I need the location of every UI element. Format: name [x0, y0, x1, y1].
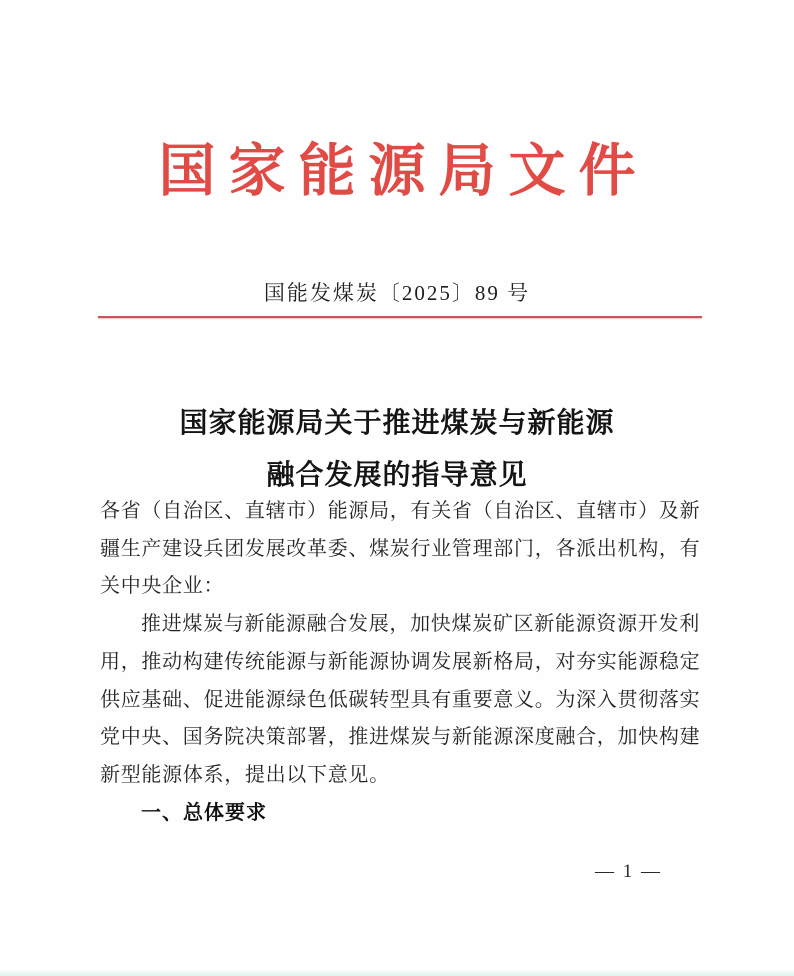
red-separator-line: [98, 316, 702, 318]
document-title-line-2: 融合发展的指导意见: [266, 460, 528, 491]
document-title: [0, 398, 794, 502]
salutation-line: 关中央企业：: [100, 575, 225, 598]
salutation-line: 各省（自治区、直辖市）能源局，有关省（自治区、直辖市）及新: [100, 500, 701, 522]
page-number: — 1 —: [595, 861, 662, 882]
section-heading-overall-requirements: 一、总体要求: [141, 801, 267, 824]
intro-paragraph: [100, 606, 704, 795]
document-body: [100, 493, 704, 832]
document-header-title: 国家能源局文件: [158, 140, 649, 203]
intro-paragraph-line: 供应基础、促进能源绿色低碳转型具有重要意义。为深入贯彻落实: [100, 688, 701, 711]
intro-paragraph-line: 新型能源体系，提出以下意见。: [100, 763, 390, 786]
intro-paragraph-line: 用，推动构建传统能源与新能源协调发展新格局，对夯实能源稳定: [100, 650, 701, 673]
intro-paragraph-line: 党中央、国务院决策部署，推进煤炭与新能源深度融合，加快构建: [100, 726, 701, 749]
document-number: 国能发煤炭〔2025〕89 号: [263, 281, 531, 305]
document-title-line-1: 国家能源局关于推进煤炭与新能源: [179, 408, 615, 439]
salutation-line: 疆生产建设兵团发展改革委、煤炭行业管理部门，各派出机构，有: [100, 537, 701, 560]
salutation-paragraph: [100, 493, 704, 606]
intro-paragraph-line: 推进煤炭与新能源融合发展，加快煤炭矿区新能源资源开发利: [141, 613, 700, 636]
